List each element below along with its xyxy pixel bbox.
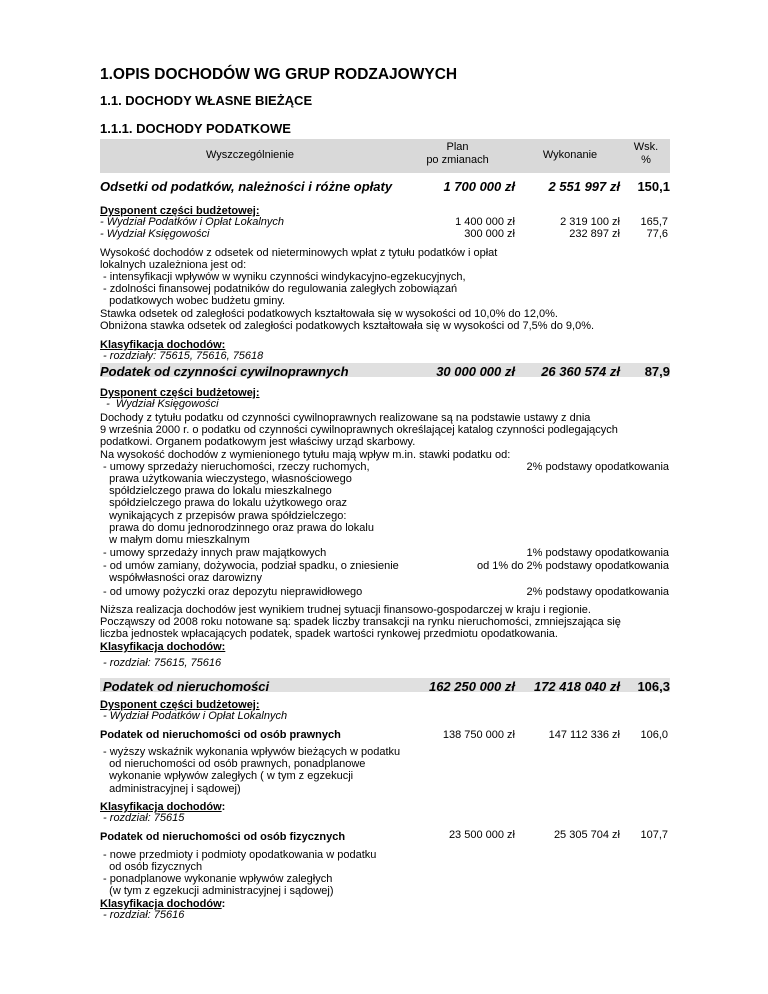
s1-dysponent-2-pct: 77,6 xyxy=(646,228,668,240)
section-interest-title: Odsetki od podatków, należności i różne opłaty xyxy=(100,179,393,194)
s3-sub1-exec: 147 112 336 zł xyxy=(548,729,620,741)
s1-desc-3: - intensyfikacji wpływów w wyniku czynności windykacyjno-egzekucyjnych, xyxy=(100,271,466,283)
s2-dysponent: - Wydział Księgowości xyxy=(100,398,219,410)
s3-sub1-pct: 106,0 xyxy=(640,729,668,741)
s2-item-4-line-1: - od umowy pożyczki oraz depozytu nieprawidłowego xyxy=(100,586,363,598)
s2-item-1-line-2: prawa użytkowania wieczystego, własnościowego xyxy=(100,473,352,485)
s2-item-1-line-1: - umowy sprzedaży nieruchomości, rzeczy ruchomych, xyxy=(100,461,370,473)
s1-desc-4: - zdolności finansowej podatników do regulowania zaległych zobowiązań xyxy=(100,283,458,295)
s1-dysponent-2: - Wydział Księgowości xyxy=(100,228,210,240)
section-civil-title: Podatek od czynności cywilnoprawnych xyxy=(100,364,349,379)
s2-item-2-line-1: - umowy sprzedaży innych praw majątkowych xyxy=(100,547,327,559)
section-interest-exec: 2 551 997 zł xyxy=(548,179,620,194)
s1-desc-6: Stawka odsetek od zaległości podatkowych kształtowała się w wysokości od 10,0% do 12,0%. xyxy=(100,308,558,320)
s3-sub1-note-4: administracyjnej i sądowej) xyxy=(100,783,241,795)
section-civil-exec: 26 360 574 zł xyxy=(541,364,620,379)
s1-klas: - rozdziały: 75615, 75616, 75618 xyxy=(100,350,264,362)
s1-dysponent-1-pct: 165,7 xyxy=(640,216,668,228)
s1-dysponent-1-plan: 1 400 000 zł xyxy=(455,216,515,228)
s3-sub2-klas: - rozdział: 75616 xyxy=(100,909,185,921)
s2-item-4-rate: 2% podstawy opodatkowania xyxy=(526,586,669,598)
s3-sub2-exec: 25 305 704 zł xyxy=(553,829,620,841)
s3-sub1-note-2: od nieruchomości od osób prawnych, ponadplanowe xyxy=(100,758,366,770)
col-header-pct-line2: % xyxy=(641,154,651,166)
s2-desc2-3: liczba jednostek wpłacających podatek, spadek wartości rynkowej przedmiotu opodatkowania. xyxy=(100,628,558,640)
s1-klas-title: Klasyfikacja dochodów: xyxy=(100,339,226,351)
col-header-pct-line1: Wsk. xyxy=(633,141,659,153)
s2-desc-3: podatkowi. Organem podatkowym jest właściwy urząd skarbowy. xyxy=(100,436,416,448)
s3-sub2-note-3: - ponadplanowe wykonanie wpływów zaległych xyxy=(100,873,333,885)
s2-item-2-rate: 1% podstawy opodatkowania xyxy=(526,547,669,559)
s2-desc2-1: Niższa realizacja dochodów jest wynikiem trudnej sytuacji finansowo-gospodarczej w kraju i regionie. xyxy=(100,604,591,616)
s2-klas: - rozdział: 75615, 75616 xyxy=(100,657,222,669)
s1-desc-7: Obniżona stawka odsetek od zaległości podatkowych kształtowała się w wysokości od 7,5% do 9,0%. xyxy=(100,320,595,332)
s3-sub2-note-4: (w tym z egzekucji administracyjnej i sądowej) xyxy=(100,885,334,897)
section-civil-plan: 30 000 000 zł xyxy=(436,364,515,379)
s3-sub2-klas-title: Klasyfikacja dochodów: xyxy=(100,898,226,910)
section-property-plan: 162 250 000 zł xyxy=(428,679,515,694)
s3-sub2-title: Podatek od nieruchomości od osób fizycznych xyxy=(100,831,346,843)
s1-dysponent-title: Dysponent części budżetowej: xyxy=(100,205,260,217)
s1-dysponent-1: - Wydział Podatków i Opłat Lokalnych xyxy=(100,216,285,228)
s2-klas-title: Klasyfikacja dochodów: xyxy=(100,641,226,653)
col-header-plan-line2: po zmianach xyxy=(426,154,489,166)
section-interest-plan: 1 700 000 zł xyxy=(443,179,515,194)
s2-item-3-rate: od 1% do 2% podstawy opodatkowania xyxy=(476,560,669,572)
s1-dysponent-1-exec: 2 319 100 zł xyxy=(560,216,620,228)
s2-item-1-line-7: w małym domu mieszkalnym xyxy=(100,534,250,546)
s1-dysponent-2-exec: 232 897 zł xyxy=(569,228,620,240)
section-property-pct: 106,3 xyxy=(637,679,670,694)
s3-sub2-note-2: od osób fizycznych xyxy=(100,861,203,873)
section-civil-pct: 87,9 xyxy=(644,364,670,379)
s3-sub1-klas-title: Klasyfikacja dochodów: xyxy=(100,801,226,813)
col-header-description: Wyszczególnienie xyxy=(206,149,294,161)
s2-desc-4: Na wysokość dochodów z wymienionego tytułu mają wpływ m.in. stawki podatku od: xyxy=(100,449,511,461)
s3-dysponent: - Wydział Podatków i Opłat Lokalnych xyxy=(100,710,288,722)
s1-desc-2: lokalnych uzależniona jest od: xyxy=(100,259,247,271)
s3-sub1-note-1: - wyższy wskaźnik wykonania wpływów bieżących w podatku xyxy=(100,746,401,758)
s3-sub2-note-1: - nowe przedmioty i podmioty opodatkowania w podatku xyxy=(100,849,377,861)
s3-sub1-plan: 138 750 000 zł xyxy=(442,729,515,741)
s2-desc2-2: Począwszy od 2008 roku notowane są: spadek liczby transakcji na rynku nieruchomości, zmniejszająca się xyxy=(100,616,621,628)
s2-item-3-line-1: - od umów zamiany, dożywocia, podział spadku, o zniesienie xyxy=(100,560,399,572)
s3-sub2-pct: 107,7 xyxy=(640,829,668,841)
s2-item-3-line-2: współwłasności oraz darowizny xyxy=(100,572,263,584)
s3-sub2-plan: 23 500 000 zł xyxy=(448,829,515,841)
section-property-title: Podatek od nieruchomości xyxy=(103,679,270,694)
section-interest-pct: 150,1 xyxy=(637,179,670,194)
col-header-execution: Wykonanie xyxy=(542,149,598,161)
s1-desc-1: Wysokość dochodów z odsetek od nieterminowych wpłat z tytułu podatków i opłat xyxy=(100,247,498,259)
section-property-exec: 172 418 040 zł xyxy=(533,679,620,694)
s1-dysponent-2-plan: 300 000 zł xyxy=(464,228,515,240)
s2-item-1-line-3: spółdzielczego prawa do lokalu mieszkalnego xyxy=(100,485,332,497)
heading-3: 1.1.1. DOCHODY PODATKOWE xyxy=(100,121,291,136)
heading-1: 1.OPIS DOCHODÓW WG GRUP RODZAJOWYCH xyxy=(100,66,458,83)
s2-item-1-rate: 2% podstawy opodatkowania xyxy=(526,461,669,473)
heading-2: 1.1. DOCHODY WŁASNE BIEŻĄCE xyxy=(100,93,313,108)
s3-sub1-note-3: wykonanie wpływów zaległych ( w tym z egzekucji xyxy=(100,770,354,782)
s2-item-1-line-4: spółdzielczego prawa do lokalu użytkowego oraz xyxy=(100,497,348,509)
s3-dysponent-title: Dysponent części budżetowej: xyxy=(100,699,260,711)
s3-sub1-title: Podatek od nieruchomości od osób prawnych xyxy=(100,729,341,741)
s2-item-1-line-6: prawa do domu jednorodzinnego oraz prawa do lokalu xyxy=(100,522,374,534)
s2-desc-1: Dochody z tytułu podatku od czynności cywilnoprawnych realizowane są na podstawie ustawy z dnia xyxy=(100,412,591,424)
s1-desc-5: podatkowych wobec budżetu gminy. xyxy=(100,295,286,307)
s2-item-1-line-5: wynikających z przepisów prawa spółdzielczego: xyxy=(100,510,347,522)
s2-dysponent-title: Dysponent części budżetowej: xyxy=(100,387,260,399)
s2-desc-2: 9 września 2000 r. o podatku od czynności cywilnoprawnych określającej katalog czynności podlegających xyxy=(100,424,618,436)
s3-sub1-klas: - rozdział: 75615 xyxy=(100,812,185,824)
col-header-plan-line1: Plan xyxy=(446,141,469,153)
